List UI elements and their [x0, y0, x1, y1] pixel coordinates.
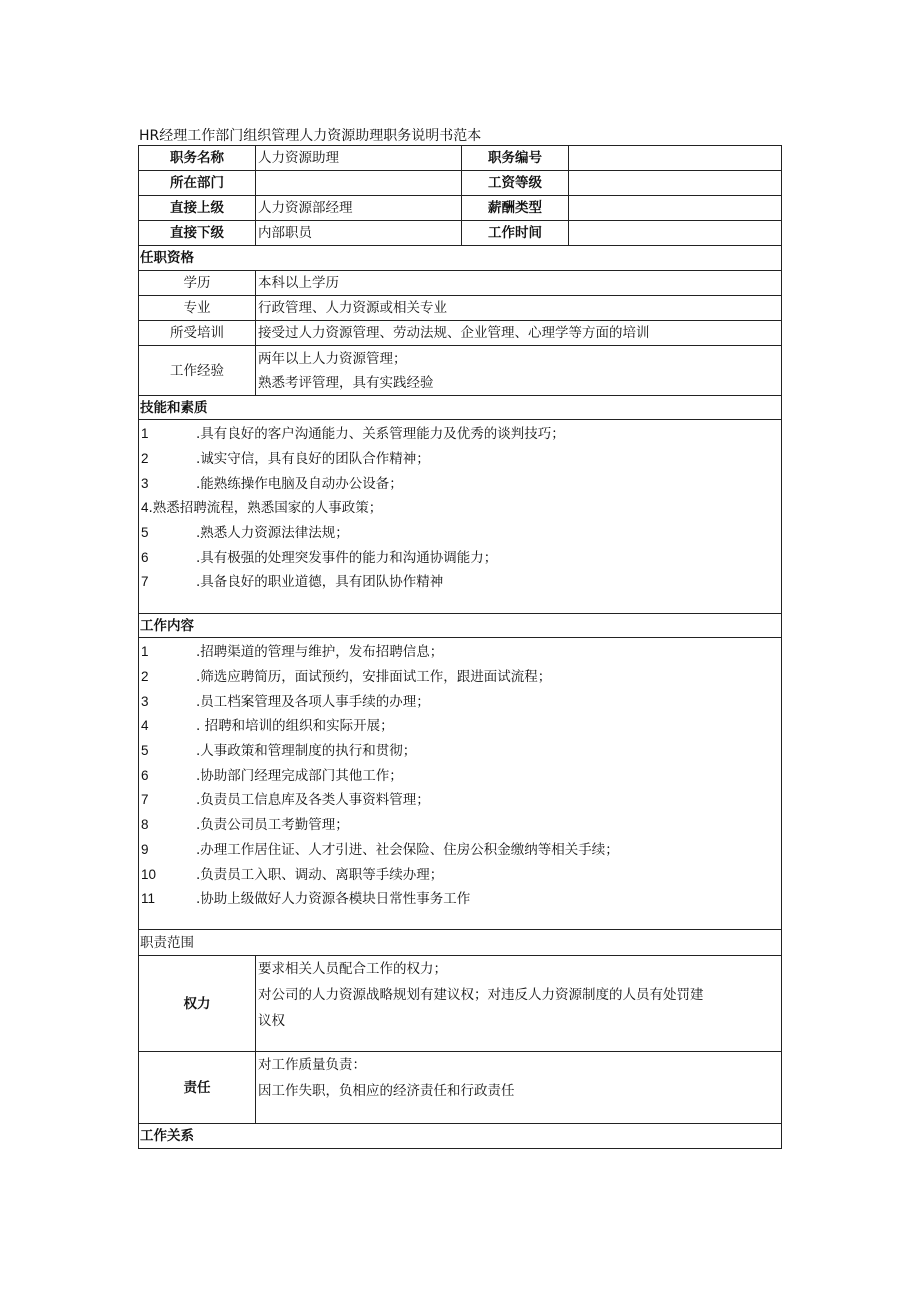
list-item: 2 .诚实守信，具有良好的团队合作精神； — [141, 451, 430, 468]
training-value: 接受过人力资源管理、劳动法规、企业管理、心理学等方面的培训 — [256, 321, 782, 346]
education-value: 本科以上学历 — [256, 271, 782, 296]
supervisor-value: 人力资源部经理 — [256, 196, 462, 221]
list-item: 10 .负责员工入职、调动、离职等手续办理； — [141, 866, 444, 883]
experience-line-2: 熟悉考评管理，具有实践经验 — [258, 374, 434, 391]
experience-value — [256, 346, 782, 396]
duties-list — [139, 638, 782, 930]
pay-type-value — [569, 196, 782, 221]
salary-grade-value — [569, 171, 782, 196]
basic-row-2 — [139, 171, 782, 196]
list-item: 7 .负责员工信息库及各类人事资料管理； — [141, 792, 430, 809]
training-label: 所受培训 — [139, 321, 256, 346]
basic-row-4 — [139, 221, 782, 246]
major-value: 行政管理、人力资源或相关专业 — [256, 296, 782, 321]
job-title-value: 人力资源助理 — [256, 146, 462, 171]
authority-value — [256, 956, 782, 1052]
list-item: 4 .熟悉招聘流程，熟悉国家的人事政策； — [141, 500, 383, 517]
job-title-label: 职务名称 — [139, 146, 256, 171]
basic-row-3 — [139, 196, 782, 221]
list-item: 1 .招聘渠道的管理与维护，发布招聘信息； — [141, 644, 444, 661]
authority-line-2: 对公司的人力资源战略规划有建议权；对违反人力资源制度的人员有处罚建 — [258, 987, 704, 1003]
authority-line-3: 议权 — [258, 1013, 285, 1029]
list-item: 2 .筛选应聘简历，面试预约，安排面试工作，跟进面试流程； — [141, 669, 552, 686]
department-label: 所在部门 — [139, 171, 256, 196]
list-item: 8 .负责公司员工考勤管理； — [141, 817, 349, 834]
scope-heading: 职责范围 — [139, 930, 782, 956]
duties-heading: 工作内容 — [139, 614, 782, 638]
education-label: 学历 — [139, 271, 256, 296]
authority-label: 权力 — [139, 956, 256, 1052]
responsibility-line-2: 因工作失职，负相应的经济责任和行政责任 — [258, 1083, 515, 1099]
list-item: 9 .办理工作居住证、人才引进、社会保险、住房公积金缴纳等相关手续； — [141, 841, 619, 858]
responsibility-label: 责任 — [139, 1052, 256, 1124]
document-title: HR经理工作部门组织管理人力资源助理职务说明书范本 — [139, 128, 482, 144]
list-item: 5 .熟悉人力资源法律法规； — [141, 525, 349, 542]
experience-line-1: 两年以上人力资源管理； — [258, 350, 407, 367]
list-item: 6 .具有极强的处理突发事件的能力和沟通协调能力； — [141, 549, 498, 566]
salary-grade-label: 工资等级 — [462, 171, 569, 196]
experience-label: 工作经验 — [139, 346, 256, 396]
list-item: 1 .具有良好的客户沟通能力、关系管理能力及优秀的谈判技巧； — [141, 426, 565, 443]
list-item: 4 . 招聘和培训的组织和实际开展； — [141, 718, 394, 735]
responsibility-value — [256, 1052, 782, 1124]
job-code-value — [569, 146, 782, 171]
list-item: 6 .协助部门经理完成部门其他工作； — [141, 767, 403, 784]
work-hours-label: 工作时间 — [462, 221, 569, 246]
list-item: 7 .具备良好的职业道德，具有团队协作精神 — [141, 574, 444, 591]
job-code-label: 职务编号 — [462, 146, 569, 171]
job-description-table — [138, 145, 782, 1149]
responsibility-line-1: 对工作质量负责： — [258, 1057, 366, 1073]
subordinate-value: 内部职员 — [256, 221, 462, 246]
pay-type-label: 薪酬类型 — [462, 196, 569, 221]
skills-list — [139, 420, 782, 614]
subordinate-label: 直接下级 — [139, 221, 256, 246]
major-label: 专业 — [139, 296, 256, 321]
work-hours-value — [569, 221, 782, 246]
relations-heading: 工作关系 — [139, 1124, 782, 1149]
qualifications-heading: 任职资格 — [139, 246, 782, 271]
list-item: 3 .员工档案管理及各项人事手续的办理； — [141, 693, 430, 710]
authority-line-1: 要求相关人员配合工作的权力； — [258, 961, 447, 977]
supervisor-label: 直接上级 — [139, 196, 256, 221]
department-value — [256, 171, 462, 196]
list-item: 3 .能熟练操作电脑及自动办公设备； — [141, 475, 403, 492]
list-item: 5 .人事政策和管理制度的执行和贯彻； — [141, 743, 417, 760]
list-item: 11 .协助上级做好人力资源各模块日常性事务工作 — [141, 891, 471, 908]
skills-heading: 技能和素质 — [139, 396, 782, 420]
basic-row-1 — [139, 146, 782, 171]
